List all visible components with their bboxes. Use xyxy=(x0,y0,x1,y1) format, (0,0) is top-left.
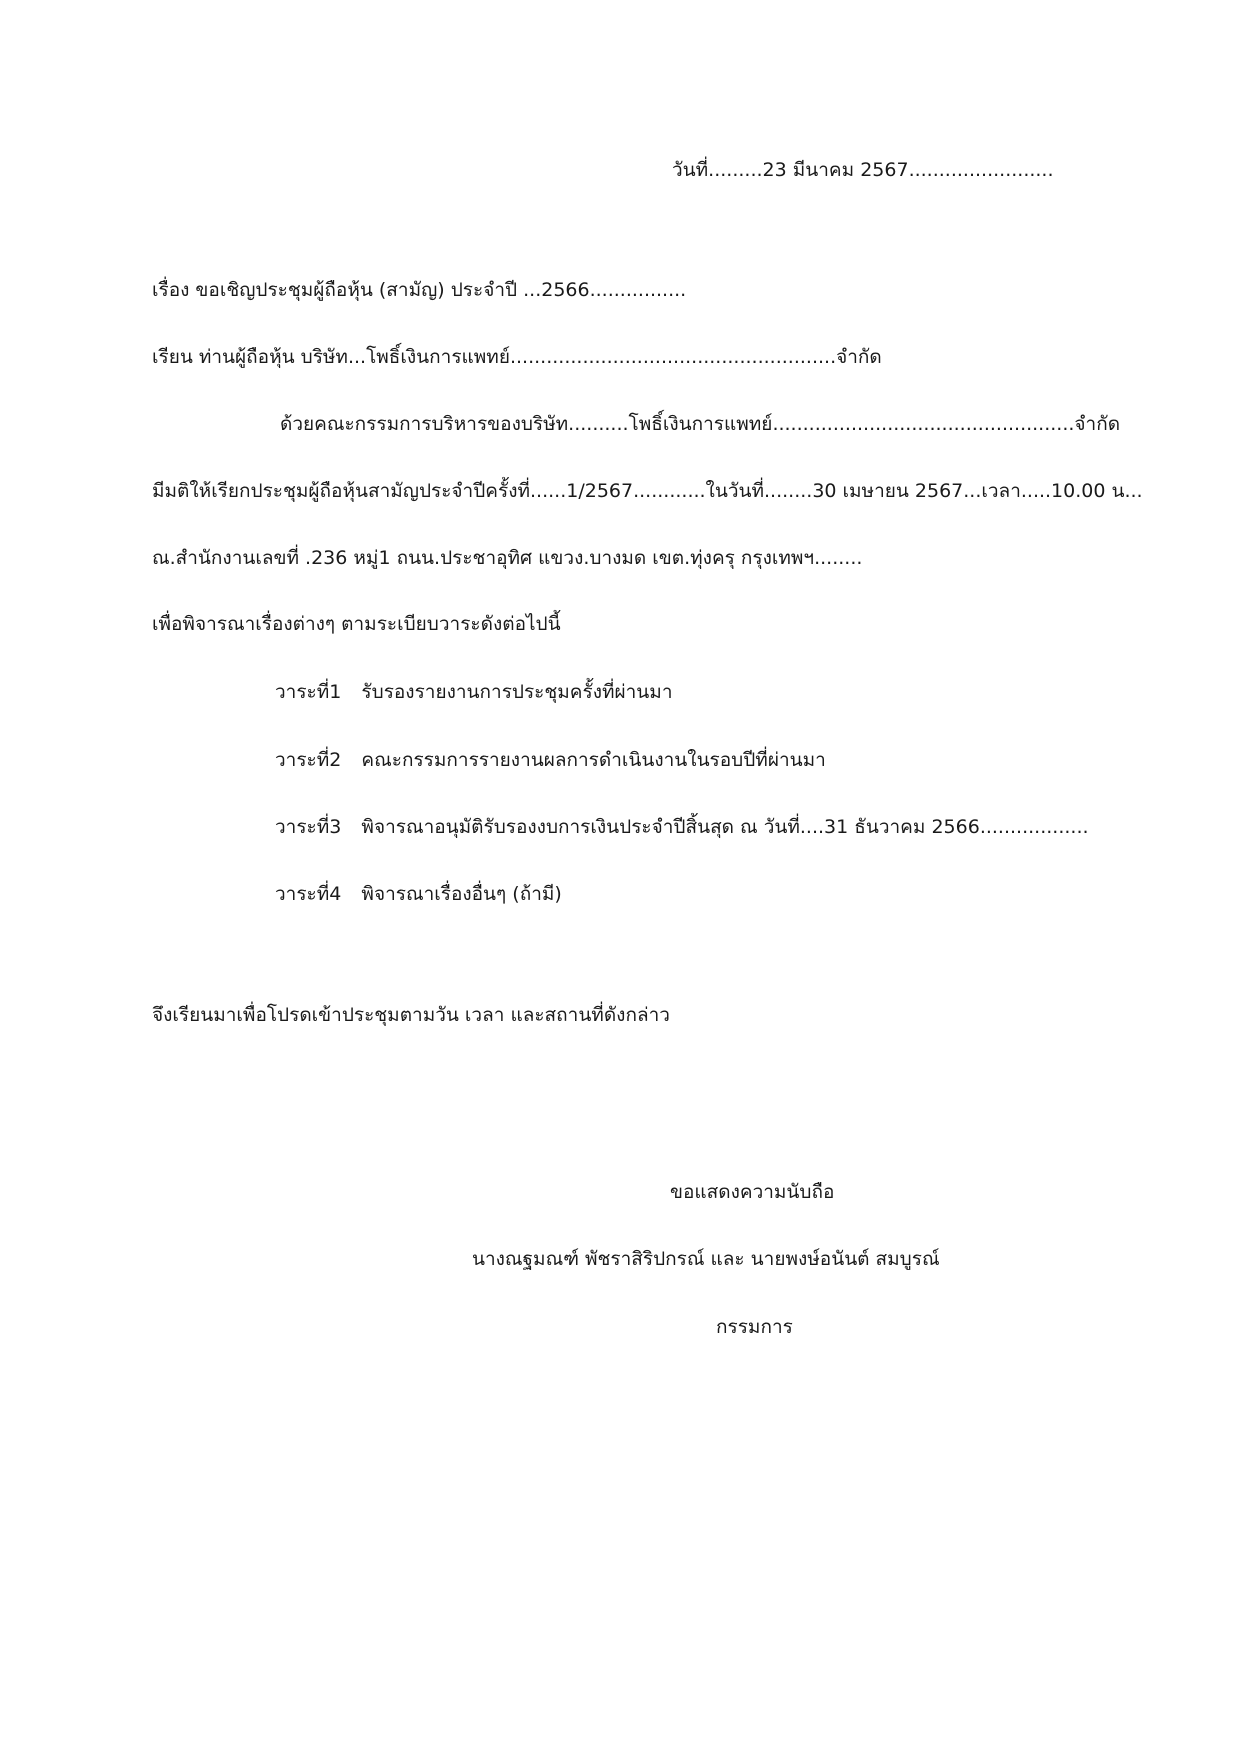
addressee-line: เรียน ท่านผู้ถือหุ้น บริษัท...โพธิ์เงินการแพทย์......................................................จำกัด xyxy=(152,346,882,368)
agenda-item-text: พิจารณาอนุมัติรับรองงบการเงินประจำปีสิ้นสุด ณ วันที่....31 ธันวาคม 2566.................. xyxy=(361,816,1089,838)
agenda-item-text: คณะกรรมการรายงานผลการดำเนินงานในรอบปีที่ผ่านมา xyxy=(361,749,826,771)
agenda-item-text: พิจารณาเรื่องอื่นๆ (ถ้ามี) xyxy=(361,883,562,905)
signatory-position: กรรมการ xyxy=(716,1316,793,1338)
agenda-item-text: รับรองรายงานการประชุมครั้งที่ผ่านมา xyxy=(361,681,673,703)
agenda-item-label: วาระที่4 xyxy=(275,883,342,905)
body-line-3: ณ.สำนักงานเลขที่ .236 หมู่1 ถนน.ประชาอุทิศ แขวง.บางมด เขต.ทุ่งครุ กรุงเทพฯ........ xyxy=(152,547,863,569)
agenda-item-4 xyxy=(275,882,562,906)
subject-line: เรื่อง ขอเชิญประชุมผู้ถือหุ้น (สามัญ) ประจำปี ...2566................ xyxy=(152,279,687,301)
body-line-2: มีมติให้เรียกประชุมผู้ถือหุ้นสามัญประจำปีครั้งที่......1/2567............ในวันที่........30 เมษายน 2567...เวลา.....10.00 น... xyxy=(152,480,1143,502)
agenda-item-1 xyxy=(275,680,673,704)
regards-text: ขอแสดงความนับถือ xyxy=(670,1181,835,1203)
agenda-item-2 xyxy=(275,748,826,772)
signatories-names: นางณฐมณฑ์ พัชราสิริปกรณ์ และ นายพงษ์อนันต์ สมบูรณ์ xyxy=(472,1248,940,1270)
date-line: วันที่.........23 มีนาคม 2567........................ xyxy=(672,159,1054,181)
body-line-4: เพื่อพิจารณาเรื่องต่างๆ ตามระเบียบวาระดังต่อไปนี้ xyxy=(152,613,561,635)
agenda-item-label: วาระที่2 xyxy=(275,749,342,771)
agenda-item-label: วาระที่3 xyxy=(275,816,342,838)
agenda-item-label: วาระที่1 xyxy=(275,681,342,703)
body-line-1: ด้วยคณะกรรมการบริหารของบริษัท..........โพธิ์เงินการแพทย์..................................................จำกัด xyxy=(280,413,1121,435)
agenda-item-3 xyxy=(275,815,1089,839)
closing-line: จึงเรียนมาเพื่อโปรดเข้าประชุมตามวัน เวลา และสถานที่ดังกล่าว xyxy=(152,1004,670,1026)
